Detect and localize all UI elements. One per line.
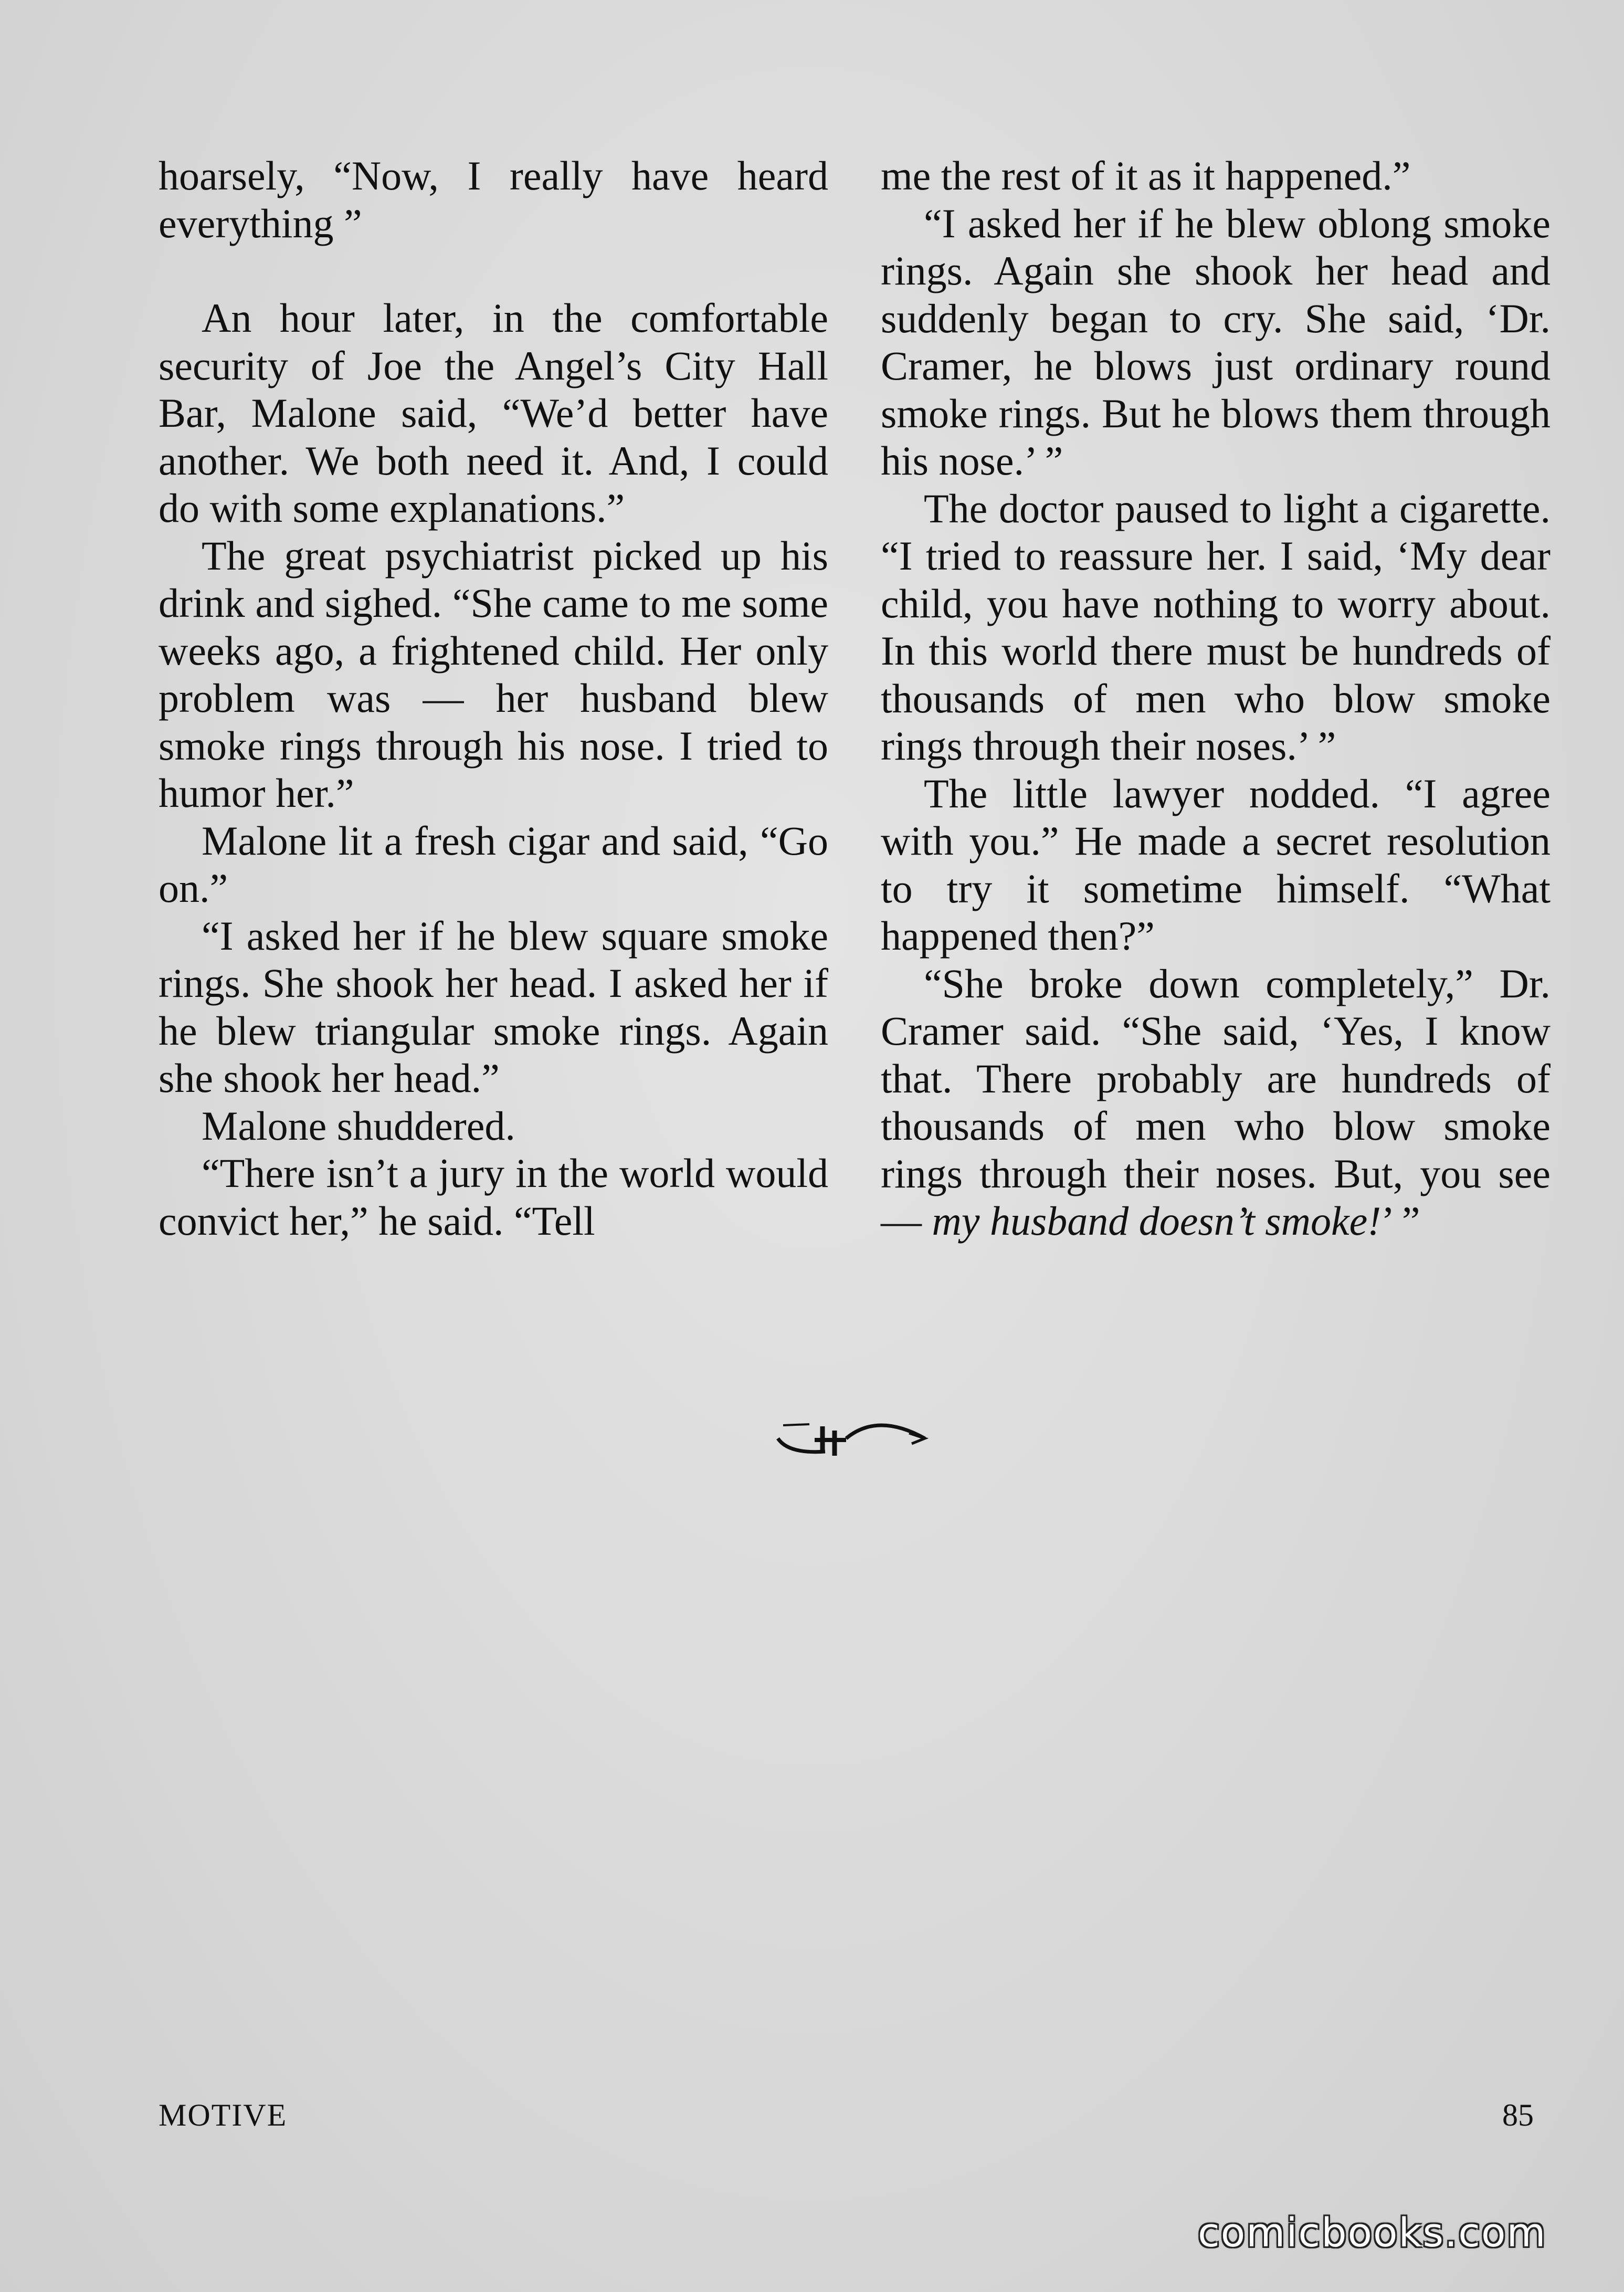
paragraph: me the rest of it as it happened.” — [881, 153, 1411, 198]
paragraph: “There isn’t a jury in the world would convict her,” he said. “Tell — [159, 1150, 828, 1244]
paragraph-final — [881, 960, 1551, 1245]
left-text-column — [159, 152, 828, 1245]
paragraph: Malone lit a fresh cigar and said, “Go on.” — [159, 817, 828, 911]
right-text-column — [881, 152, 1551, 1245]
end-of-story-flourish-icon — [767, 1415, 935, 1462]
paragraph: The great psychiatrist picked up his drink and sighed. “She came to me some weeks ago, a frightened child. Her only problem was — her husband blew smoke rings through his nose. I tried to humor her.” — [159, 532, 828, 816]
site-watermark: comicbooks.com — [1198, 2209, 1547, 2256]
closing-quote: ’ ” — [1381, 1198, 1420, 1244]
paragraph: “I asked her if he blew square smoke rings. She shook her head. I asked her if he blew triangular smoke rings. Again she shook her head.” — [159, 912, 828, 1101]
paragraph-final-lead: “She broke down completely,” Dr. Cramer said. “She said, ‘Yes, I know that. There probably are hundreds of thousands of men who blow smoke rings through their noses. But, you see — — [881, 960, 1551, 1244]
paragraph: hoarsely, “Now, I really have heard everything ” — [159, 153, 828, 246]
paragraph: An hour later, in the comfortable security of Joe the Angel’s City Hall Bar, Malone said, “We’d better have another. We both need it. And, I could do with some explanations.” — [159, 295, 828, 531]
page-number: 85 — [1502, 2098, 1534, 2132]
paragraph: The little lawyer nodded. “I agree with you.” He made a secret resolution to try it sometime himself. “What happened then?” — [881, 770, 1551, 959]
magazine-title-footer: MOTIVE — [159, 2098, 288, 2132]
punchline-italic: my husband doesn’t smoke! — [932, 1198, 1382, 1244]
paragraph: The doctor paused to light a cigarette. “I tried to reassure her. I said, ‘My dear child, you have nothing to worry about. In this world there must be hundreds of thousands of men who blow smoke rings through their noses.’ ” — [881, 485, 1551, 769]
paragraph: “I asked her if he blew oblong smoke rings. Again she shook her head and suddenly began to cry. She said, ‘Dr. Cramer, he blows just ordinary round smoke rings. But he blows them through his nose.’ ” — [881, 200, 1551, 483]
paragraph: Malone shuddered. — [202, 1102, 515, 1149]
